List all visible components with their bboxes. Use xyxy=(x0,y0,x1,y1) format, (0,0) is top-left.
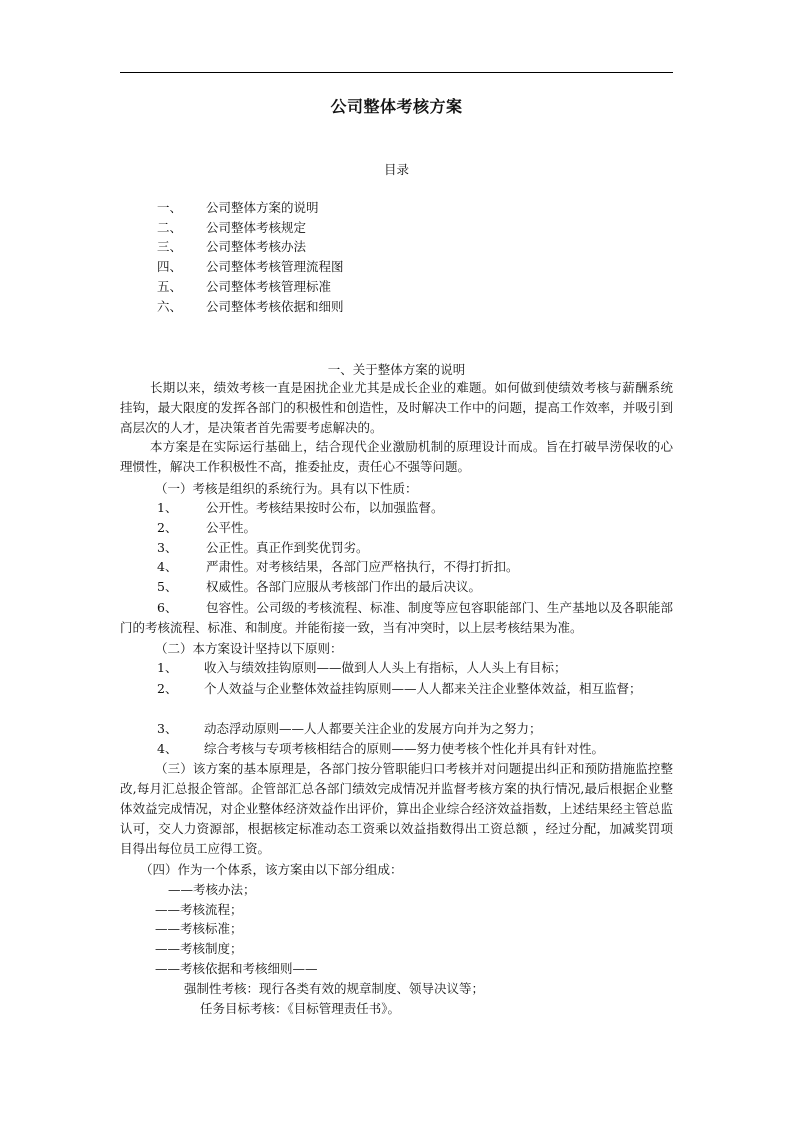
list-item: ——考核流程； xyxy=(155,902,243,917)
toc-item-number: 五、 xyxy=(157,279,183,294)
document-title: 公司整体考核方案 xyxy=(330,97,463,116)
body-paragraph: （三）该方案的基本原理是，各部门按分管职能归口考核并对问题提出纠正和预防措施监控整改,每月汇总报企管部。企管部汇总各部门绩效完成情况并监督考核方案的执行情况,最后根据企业整体效益完成情况，对企业整体经济效益作出评价，算出企业综合经济效益指数，上述结果经主管总监认可，交人力资源部，根据核定标准动态工资乘以效益指数得出工资总额 ，经过分配，加减奖罚项目得出每位员工应得工资。 xyxy=(120,761,673,856)
list-item-number: 3、 xyxy=(157,721,178,736)
toc-item-label: 公司整体考核办法 xyxy=(206,239,307,254)
list-item-text: 公开性。考核结果按时公布，以加强监督。 xyxy=(206,500,444,515)
toc-item-label: 公司整体考核依据和细则 xyxy=(206,299,344,314)
list-item: ——考核制度； xyxy=(155,941,243,956)
list-item-text: 综合考核与专项考核相结合的原则——努力使考核个性化并具有针对性。 xyxy=(204,741,605,756)
list-item-number: 5、 xyxy=(157,579,178,594)
toc-item-label: 公司整体方案的说明 xyxy=(206,200,319,215)
list-item-text: 动态浮动原则——人人都要关注企业的发展方向并为之努力； xyxy=(204,721,542,736)
body-paragraph: 长期以来，绩效考核一直是困扰企业尤其是成长企业的难题。如何做到使绩效考核与薪酬系统挂钩，最大限度的发挥各部门的积极性和创造性，及时解决工作中的问题，提高工作效率，并吸引到高层次的人才，是决策者首先需要考虑解决的。 xyxy=(120,380,673,435)
toc-item-number: 二、 xyxy=(157,220,183,235)
list-item-text: 公平性。 xyxy=(206,520,257,535)
list-item-text: 公正性。真正作到奖优罚劣。 xyxy=(206,540,369,555)
list-item-number: 2、 xyxy=(157,520,178,535)
list-item-text: 严肃性。对考核结果，各部门应严格执行，不得打折扣。 xyxy=(206,559,519,574)
section-heading: 一、关于整体方案的说明 xyxy=(327,362,466,377)
list-item: ——考核依据和考核细则—— xyxy=(155,961,318,976)
list-item-number: 1、 xyxy=(157,660,178,675)
list-item-text: 收入与绩效挂钩原则——做到人人头上有指标，人人头上有目标； xyxy=(204,660,567,675)
toc-item-label: 公司整体考核管理标准 xyxy=(206,279,332,294)
body-paragraph: 本方案是在实际运行基础上，结合现代企业激励机制的原理设计而成。旨在打破旱涝保收的心理惯性，解决工作积极性不高，推委扯皮，责任心不强等问题。 xyxy=(120,439,673,474)
list-item xyxy=(120,598,673,638)
list-item-detail: 强制性考核：现行各类有效的规章制度、领导决议等； xyxy=(184,981,485,996)
list-item: ——考核标准； xyxy=(155,921,243,936)
list-item-text: 权威性。各部门应服从考核部门作出的最后决议。 xyxy=(206,579,482,594)
list-item-number: 6、 xyxy=(157,600,178,615)
list-item-number: 4、 xyxy=(157,559,178,574)
subsection-heading: （四）作为一个体系，该方案由以下部分组成： xyxy=(140,862,403,877)
list-item-text: 包容性。公司级的考核流程、标准、制度等应包容职能部门、生产基地以及各职能部门的考核流程、标准、和制度。并能衔接一致，当有冲突时，以上层考核结果为准。 xyxy=(120,600,673,635)
subsection-heading: （二）本方案设计坚持以下原则： xyxy=(155,641,343,656)
toc-item-label: 公司整体考核规定 xyxy=(206,220,307,235)
list-item-detail: 任务目标考核：《目标管理责任书》。 xyxy=(200,1001,401,1016)
toc-heading: 目录 xyxy=(383,162,409,177)
list-item-number: 4、 xyxy=(157,741,178,756)
list-item: ——考核办法； xyxy=(168,882,256,897)
header-rule xyxy=(120,72,673,73)
list-item-number: 2、 xyxy=(157,681,178,696)
toc-item-number: 六、 xyxy=(157,299,183,314)
list-item-number: 1、 xyxy=(157,500,178,515)
toc-item-number: 四、 xyxy=(157,259,183,274)
toc-item-number: 三、 xyxy=(157,239,183,254)
list-item-number: 3、 xyxy=(157,540,178,555)
toc-item-label: 公司整体考核管理流程图 xyxy=(206,259,344,274)
subsection-heading: （一）考核是组织的系统行为。具有以下性质： xyxy=(155,481,418,496)
list-item-text: 个人效益与企业整体效益挂钩原则——人人都来关注企业整体效益，相互监督； xyxy=(204,681,642,696)
toc-item-number: 一、 xyxy=(157,200,183,215)
